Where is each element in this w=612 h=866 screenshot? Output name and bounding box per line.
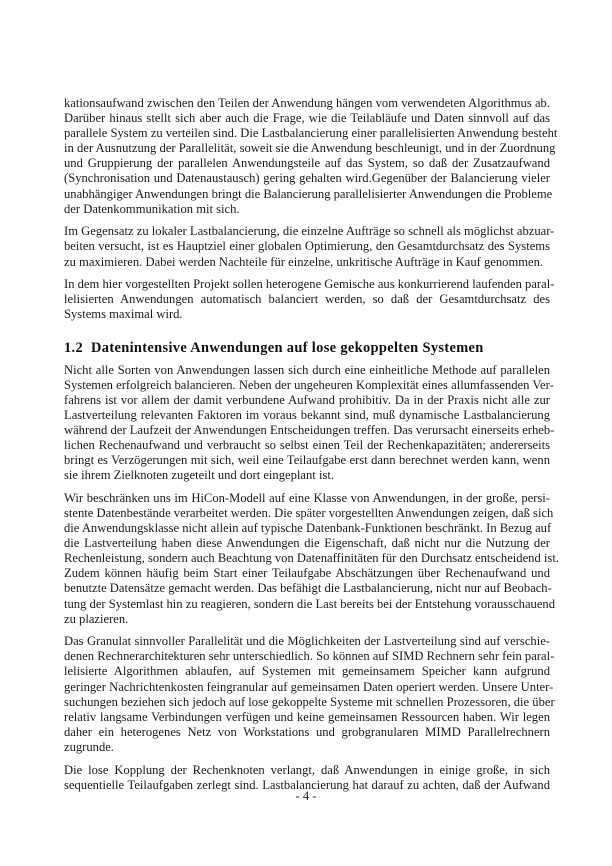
text-line: In dem hier vorgestellten Projekt sollen heterogene Gemische aus konkurrierend laufenden paral- xyxy=(64,277,555,292)
text-line: Rechenleistung, sondern auch Beachtung von Datenaffinitäten für den Durchsatz entscheidend ist. xyxy=(64,551,559,566)
text-line: fahrens ist vor allem der damit verbundene Aufwand prohibitiv. Da in der Praxis nicht alle zur xyxy=(64,392,550,407)
text-line: Die lose Kopplung der Rechenknoten verlangt, daß Anwendungen in einige große, in sich xyxy=(64,762,550,777)
paragraph xyxy=(64,96,558,217)
text-line: Im Gegensatz zu lokaler Lastbalancierung, die einzelne Aufträge so schnell als möglichst abzuar- xyxy=(64,224,555,239)
text-line: Wir beschränken uns im HiCon-Modell auf eine Klasse von Anwendungen, in der große, persi- xyxy=(64,490,550,505)
text-line: tung der Systemlast hin zu reagieren, sondern die Last bereits bei der Entstehung vorausschauend xyxy=(64,596,556,611)
text-line: (Synchronisation und Datenaustausch) gering gehalten wird.Gegenüber der Balancierung vieler xyxy=(64,171,550,186)
text-line: während der Laufzeit der Anwendungen Entscheidungen treffen. Das verursacht einerseits erheb- xyxy=(64,422,555,437)
text-line: in der Ausnutzung der Parallelität, soweit sie die Anwendung beschleunigt, und in der Zuordnung xyxy=(64,141,556,156)
text-line: Systems maximal wird. xyxy=(64,307,183,322)
page-number: - 4 - xyxy=(295,789,317,803)
paragraph xyxy=(64,490,559,627)
text-line: die Anwendungsklasse nicht allein auf typische Datenbank-Funktionen beschränkt. In Bezug auf xyxy=(64,521,552,536)
text-line: und Gruppierung der parallelen Anwendungsteile auf das System, so daß der Zusatzaufwand xyxy=(64,156,550,171)
text-line: benutzte Datensätze gemacht werden. Das befähigt die Lastbalancierung, nicht nur auf Beobach- xyxy=(64,581,552,596)
text-line: die Lastverteilung haben diese Anwendungen die Eigenschaft, daß nicht nur die Nutzung der xyxy=(64,536,550,551)
text-line: der Datenkommunikation mit sich. xyxy=(64,201,240,216)
text-line: Nicht alle Sorten von Anwendungen lassen sich durch eine einheitliche Methode auf parallelen xyxy=(64,362,550,377)
text-line: sie ihrem Zielknoten zugeteilt und dort eingeplant ist. xyxy=(64,468,334,483)
document-page-body xyxy=(64,96,559,800)
text-line: Zudem können häufig beim Start einer Teilaufgabe Abschätzungen über Rechenaufwand und xyxy=(64,566,550,581)
section-number: 1.2 xyxy=(64,339,84,356)
text-line: denen Rechnerarchitekturen sehr unterschiedlich. So können auf SIMD Rechnern sehr fein paral- xyxy=(64,649,555,664)
paragraph xyxy=(64,634,555,755)
paragraph xyxy=(64,277,555,322)
text-line: unabhängiger Anwendungen bringt die Balancierung parallelisierter Anwendungen die Probleme xyxy=(64,186,553,201)
text-line: lichen Rechenaufwand und verbraucht so selbst einen Teil der Rechenkapazitäten; andererseits xyxy=(64,437,550,452)
text-line: lelisierte Algorithmen ablaufen, auf Systemen mit gemeinsamem Speicher kann aufgrund xyxy=(64,664,550,679)
text-line: geringer Nachrichtenkosten feingranular auf gemeinsamen Daten operiert werden. Unsere Unter- xyxy=(64,679,554,694)
text-line: parallele System zu verteilen sind. Die Lastbalancierung einer parallelisierten Anwendung besteht xyxy=(64,126,558,141)
text-line: Darüber hinaus stellt sich aber auch die Frage, wie die Teilabläufe und Daten sinnvoll auf das xyxy=(64,111,550,126)
text-line: Lastverteilung relevanten Faktoren im voraus bekannt sind, muß dynamische Lastbalancierung xyxy=(64,407,550,422)
text-line: relativ langsame Verbindungen verfügen und keine gemeinsamen Ressourcen haben. Wir legen xyxy=(64,709,550,724)
text-line: kationsaufwand zwischen den Teilen der Anwendung hängen vom verwendeten Algorithmus ab. xyxy=(64,96,550,110)
section-heading xyxy=(64,339,550,357)
text-line: bringt es Verzögerungen mit sich, weil eine Teilaufgabe erst dann berechnet werden kann, wenn xyxy=(64,453,550,468)
paragraph xyxy=(64,224,555,269)
text-line: suchungen beziehen sich jedoch auf lose gekoppelte Systeme mit schnellen Prozessoren, die über xyxy=(64,694,555,709)
text-line: beiten versucht, ist es Hauptziel einer globalen Optimierung, den Gesamtdurchsatz des Systems xyxy=(64,239,550,254)
text-line: zu plazieren. xyxy=(64,611,129,626)
text-line: sequentielle Teilaufgaben zerlegt sind. Lastbalancierung hat darauf zu achten, daß der Aufwand xyxy=(64,777,550,792)
text-line: Systemen erfolgreich balancieren. Neben der ungeheuren Komplexität eines allumfassenden Ver- xyxy=(64,377,554,392)
paragraph xyxy=(64,362,555,484)
text-line: zugrunde. xyxy=(64,739,115,754)
section-title: Datenintensive Anwendungen auf lose gekoppelten Systemen xyxy=(91,339,484,356)
text-line: stente Datenbestände verarbeitet werden. Die später vorgestellten Anwendungen zeigen, daß sich xyxy=(64,505,554,520)
text-line: Das Granulat sinnvoller Parallelität und die Möglichkeiten der Lastverteilung sind auf verschie- xyxy=(64,634,550,649)
text-line: daher ein heterogenes Netz von Workstations und grobgranularen MIMD Parallelrechnern xyxy=(64,724,550,739)
text-line: zu maximieren. Dabei werden Nachteile für einzelne, unkritische Aufträge in Kauf genommen. xyxy=(64,254,544,269)
text-line: lelisierten Anwendungen automatisch balanciert werden, so daß der Gesamtdurchsatz des xyxy=(64,292,550,307)
